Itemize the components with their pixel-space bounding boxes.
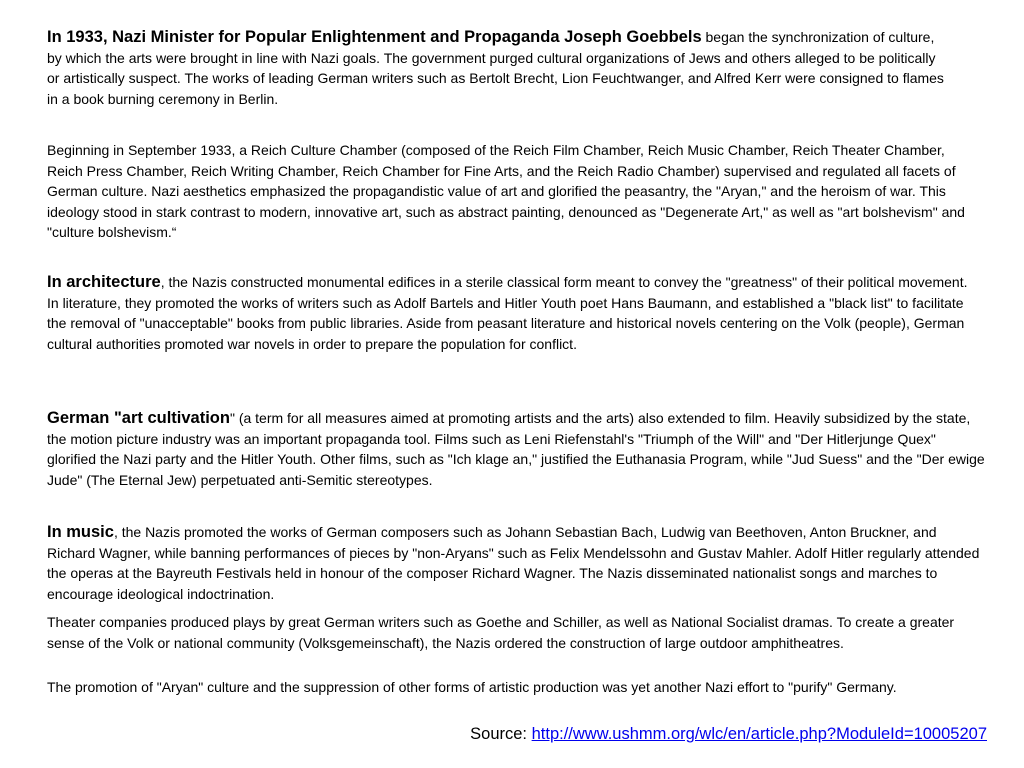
paragraph-theater xyxy=(47,612,982,653)
paragraph-text: " (a term for all measures aimed at promoting artists and the arts) also extended to film. Heavily subsidized by the state, the motion picture industry was an important propaganda tool. Films such as Leni Riefenstahl's "Triumph of the Will" and "Der Hitlerjunge Quex" glorified the Nazi party and the Hitler Youth. Other films, such as "Ich klage an," justified the Euthanasia Program, while "Jud Suess" and the "Der ewige Jude" (The Eternal Jew) perpetuated anti-Semitic stereotypes. xyxy=(47,410,985,488)
paragraph-text: , the Nazis promoted the works of German composers such as Johann Sebastian Bach, Ludwig van Beethoven, Anton Bruckner, and Richard Wagner, while banning performances of pieces by "non-Aryans" such as Felix Mendelssohn and Gustav Mahler. Adolf Hitler regularly attended the operas at the Bayreuth Festivals held in honour of the composer Richard Wagner. The Nazis disseminated nationalist songs and marches to encourage ideological indoctrination. xyxy=(47,524,980,602)
source-link[interactable]: http://www.ushmm.org/wlc/en/article.php?ModuleId=10005207 xyxy=(531,725,987,743)
paragraph-art-cultivation xyxy=(47,408,987,490)
paragraph-text: Beginning in September 1933, a Reich Culture Chamber (composed of the Reich Film Chamber, Reich Music Chamber, Reich Theater Chamber, Reich Press Chamber, Reich Writing Chamber, Reich Chamber for Fine Arts, and the Reich Radio Chamber) supervised and regulated all facets of German culture. Nazi aesthetics emphasized the propagandistic value of art and glorified the peasantry, the "Aryan," and the heroism of war. This ideology stood in stark contrast to modern, innovative art, such as abstract painting, denounced as "Degenerate Art," as well as "art bolshevism" and "culture bolshevism.“ xyxy=(47,142,965,240)
paragraph-lead: German "art cultivation xyxy=(47,409,230,427)
paragraph-text: began the synchronization of culture, by which the arts were brought in line with Nazi goals. The government purged cultural organizations of Jews and others alleged to be politically or artistically suspect. The works of leading German writers such as Bertolt Brecht, Lion Feuchtwanger, and Alfred Kerr were consigned to flames in a book burning ceremony in Berlin. xyxy=(47,29,944,107)
paragraph-culture-chamber xyxy=(47,140,982,243)
paragraph-lead: In music xyxy=(47,523,114,541)
paragraph-lead: In architecture xyxy=(47,273,161,291)
paragraph-text: , the Nazis constructed monumental edifices in a sterile classical form meant to convey the "greatness" of their political movement. In literature, they promoted the works of writers such as Adolf Bartels and Hitler Youth poet Hans Baumann, and established a "black list" to facilitate the removal of "unacceptable" books from public libraries. Aside from peasant literature and historical novels centering on the Volk (people), German cultural authorities promoted war novels in order to prepare the population for conflict. xyxy=(47,274,968,352)
paragraph-text: The promotion of "Aryan" culture and the suppression of other forms of artistic production was yet another Nazi effort to "purify" Germany. xyxy=(47,679,897,695)
slide-content xyxy=(47,27,987,757)
paragraph-music xyxy=(47,522,982,604)
paragraph-lead: In 1933, Nazi Minister for Popular Enlightenment and Propaganda Joseph Goebbels xyxy=(47,28,702,46)
paragraph-text: Theater companies produced plays by great German writers such as Goethe and Schiller, as well as National Socialist dramas. To create a greater sense of the Volk or national community (Volksgemeinschaft), the Nazis ordered the construction of large outdoor amphitheatres. xyxy=(47,614,955,651)
paragraph-promotion xyxy=(47,677,982,698)
source-label: Source: xyxy=(470,725,532,743)
paragraph-architecture xyxy=(47,272,972,354)
source-citation xyxy=(470,723,987,745)
paragraph-synchronization xyxy=(47,27,947,109)
